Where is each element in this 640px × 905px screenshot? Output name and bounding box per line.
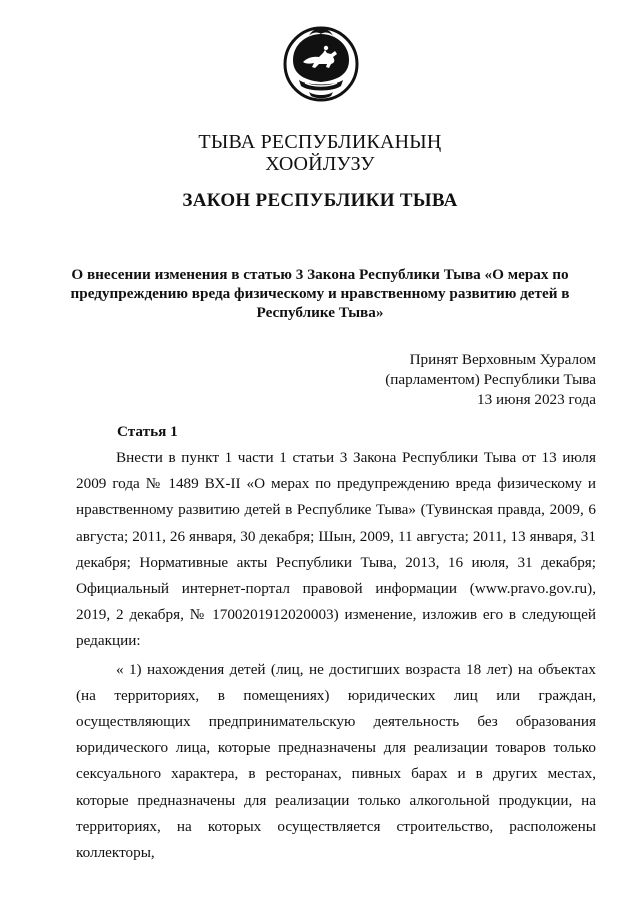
subject-line-3: Республике Тыва» xyxy=(256,304,384,321)
tuvan-law-title xyxy=(0,131,640,175)
article-heading: Статья 1 xyxy=(117,423,178,440)
law-title: ЗАКОН РЕСПУБЛИКИ ТЫВА xyxy=(182,190,458,211)
article-paragraph-2: « 1) нахождения детей (лиц, не достигших возраста 18 лет) на объектах (на территориях, в помещениях) юридических лиц или граждан, осуществляющих предпринимательскую деятельность без образования юридического лица, которые предназначены для реализации товаров только сексуального характера, в ресторанах, пивных барах и в других местах, которые предназначены для реализации только алкогольной продукции, на территориях, на которых осуществляется строительство, расположены коллекторы, xyxy=(76,660,596,862)
adoption-date: 13 июня 2023 года xyxy=(476,391,596,408)
adoption-block xyxy=(385,350,596,410)
adoption-line-2: (парламентом) Республики Тыва xyxy=(385,371,596,388)
tuvan-title-line-2: ХООЙЛУЗУ xyxy=(265,153,375,175)
subject-line-2: предупреждению вреда физическому и нравственному развитию детей в xyxy=(70,285,570,302)
article-paragraph-1: Внести в пункт 1 части 1 статьи 3 Закона Республики Тыва от 13 июля 2009 года № 1489 ВХ-II «О мерах по предупреждению вреда физическому и нравственному развитию детей в Республике Тыва» (Тувинская правда, 2009, 6 августа; 2011, 26 января, 30 декабря; Шын, 2009, 11 августа; 2011, 13 января, 31 декабря; Нормативные акты Республики Тыва, 2013, 16 июля, 31 декабря; Официальный интернет-портал правовой информации (www.pravo.gov.ru), 2019, 2 декабря, № 1700201912020003) изменение, изложив его в следующей редакции: xyxy=(76,449,596,650)
adoption-line-1: Принят Верховным Хуралом xyxy=(409,351,596,368)
law-subject xyxy=(60,265,580,322)
article-body xyxy=(76,445,596,866)
subject-line-1: О внесении изменения в статью 3 Закона Республики Тыва «О мерах по xyxy=(71,266,569,283)
tuva-coat-of-arms-icon xyxy=(279,20,363,104)
tuvan-title-line-1: ТЫВА РЕСПУБЛИКАНЫҢ xyxy=(198,131,442,153)
